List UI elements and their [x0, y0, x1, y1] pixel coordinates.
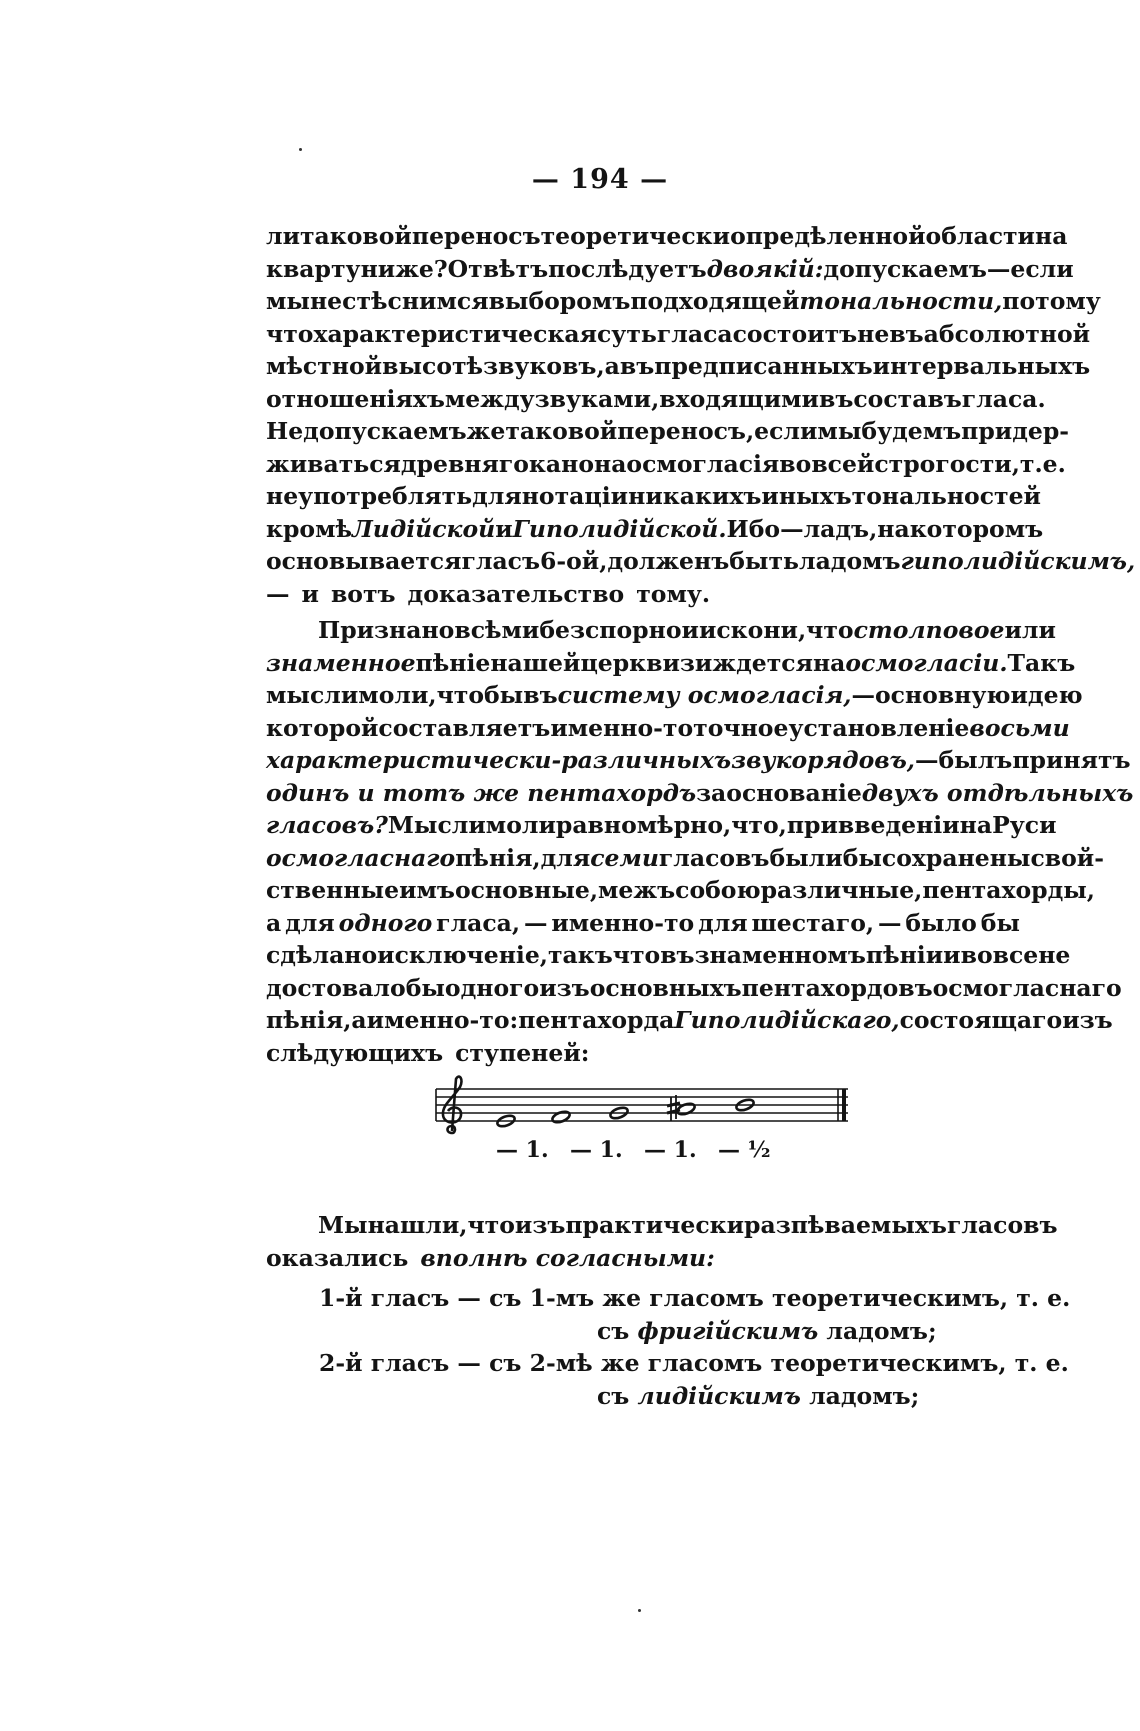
word: не: [857, 319, 890, 348]
italic-word: осмогласнаго: [266, 843, 456, 872]
word: на: [812, 648, 846, 677]
word: на: [959, 811, 993, 839]
interval-label: — ½: [718, 1137, 771, 1163]
paragraph-1: [266, 220, 1136, 610]
word: будемъ: [861, 417, 962, 445]
word: гласовъ: [658, 843, 770, 872]
word: входящими: [659, 384, 819, 413]
word: сохранены: [881, 843, 1031, 872]
word: не: [1038, 941, 1071, 969]
word: мы: [817, 417, 862, 445]
text-line: [266, 679, 1083, 712]
word: точное: [693, 713, 789, 742]
list-item-text: 1-й гласъ — съ 1-мъ же гласомъ теоретическимъ, т. е.: [319, 1284, 1071, 1312]
word: были: [769, 843, 843, 872]
word: основные,: [454, 876, 599, 904]
word: имъ: [399, 876, 455, 904]
word: канона: [528, 449, 627, 478]
word: опредѣленной: [730, 222, 926, 250]
interval-label: — 1.: [496, 1137, 549, 1163]
word: составъ: [853, 384, 962, 413]
word: на: [1035, 222, 1068, 250]
word: никакихъ: [628, 482, 762, 510]
word: долженъ: [607, 547, 730, 575]
word: сдѣлано: [266, 941, 378, 969]
word: строгости,: [874, 449, 1020, 478]
word: или: [1004, 616, 1056, 644]
list-item-cont: съ фригійскимъ ладомъ;: [597, 1316, 937, 1345]
italic-word: Гиполидійской.: [512, 514, 727, 543]
word: пѣнія,: [266, 1006, 352, 1034]
word: тональностей: [851, 482, 1041, 510]
word: и: [495, 514, 513, 543]
word: древняго: [400, 449, 529, 478]
text-line: [266, 647, 1076, 680]
word: было: [905, 908, 977, 937]
word: одного: [444, 973, 540, 1002]
text-line: [266, 285, 1101, 318]
page-number: — 194 —: [531, 164, 669, 195]
word: что: [806, 616, 854, 644]
word: для: [698, 908, 748, 937]
word: характеристическая: [313, 319, 597, 348]
word: гласовъ: [946, 1211, 1058, 1239]
text-line: [266, 383, 1046, 416]
word: основывается: [266, 547, 462, 575]
word: межъ: [598, 876, 676, 904]
word: же: [466, 417, 506, 445]
word: пѣніи: [865, 941, 944, 969]
word: и: [681, 616, 699, 644]
word: —: [780, 514, 804, 543]
italic-word: восьми: [969, 713, 1070, 742]
word: подходящей: [630, 287, 800, 315]
word: Мы: [318, 1211, 368, 1239]
word: выборомъ: [488, 287, 631, 315]
italic-word: одного: [338, 908, 433, 937]
word: теоретически: [540, 222, 731, 250]
italic-word: Гиполидійскаго,: [674, 1006, 900, 1034]
text-line: [266, 907, 1020, 940]
word: Ибо: [726, 514, 781, 543]
word: Недопускаемъ: [266, 417, 467, 445]
word: въ: [523, 681, 558, 709]
word: зиждется: [679, 648, 813, 677]
word: таковой: [300, 222, 412, 250]
word: Руси: [992, 811, 1057, 839]
word: суть: [597, 319, 657, 348]
word: гласа,: [436, 908, 521, 937]
word: не: [266, 482, 299, 510]
word: чтобы: [436, 681, 524, 709]
word: составляетъ: [378, 713, 551, 742]
word: допускаемъ: [823, 254, 987, 283]
text-column: [266, 220, 1136, 1412]
word: послѣдуетъ: [548, 254, 707, 283]
paragraph-3: [266, 1209, 1058, 1274]
word: вовсе: [960, 941, 1039, 969]
word: доказательство: [407, 579, 625, 608]
word: въ: [889, 319, 924, 348]
word: изъ: [539, 973, 590, 1002]
list-item-cont: съ лидійскимъ ладомъ;: [597, 1381, 920, 1410]
text-line: [266, 220, 1068, 253]
word: бы: [405, 973, 445, 1002]
text-line: [266, 809, 1057, 842]
text-line: [266, 842, 1104, 875]
word: кромѣ: [266, 514, 353, 543]
word: состоитъ: [732, 319, 858, 348]
word: практически: [565, 1211, 745, 1239]
word: состоящаго: [899, 1006, 1063, 1034]
list-item-text: 2-й гласъ — съ 2-мѣ же гласомъ теоретическимъ, т. е.: [319, 1349, 1069, 1377]
text-line: [266, 712, 1070, 745]
word: употреблять: [298, 482, 473, 510]
word: для: [472, 482, 522, 510]
interval-label: — 1.: [570, 1137, 623, 1163]
word: —: [523, 908, 548, 937]
word: между: [444, 384, 535, 413]
word: Мыслимо: [387, 811, 522, 839]
word: быть: [729, 547, 799, 575]
word: переносъ: [411, 222, 541, 250]
text-line: [266, 777, 1134, 810]
word: живаться: [266, 449, 401, 478]
word: нотаціи: [521, 482, 629, 510]
word: мыслимо: [266, 681, 395, 709]
word: пѣнія,: [455, 843, 541, 872]
word: —: [877, 908, 902, 937]
ink-speck: [638, 1609, 641, 1612]
word: вотъ: [330, 579, 396, 608]
word: для: [540, 843, 591, 872]
word: стѣснимся: [342, 287, 489, 315]
italic-word: столповое: [853, 616, 1005, 644]
text-line: [266, 939, 1071, 972]
text-line: [266, 415, 1070, 448]
word: собою: [675, 876, 761, 904]
word: которой: [266, 713, 379, 742]
word: что,: [731, 811, 787, 839]
italic-word: систему осмогласія,: [557, 681, 852, 709]
word: —: [266, 579, 290, 608]
word: установленіе: [788, 713, 970, 742]
word: не: [309, 287, 343, 315]
interval-label: — 1.: [644, 1137, 697, 1163]
word: интервальныхъ: [872, 352, 1091, 380]
word: звуковъ,: [483, 352, 605, 380]
word: нашей: [490, 648, 581, 677]
text-line: [266, 448, 1066, 481]
word: что: [467, 1211, 515, 1239]
word: принятъ: [1012, 746, 1131, 774]
word: основаніе: [726, 778, 862, 807]
word: ственные: [266, 876, 400, 904]
italic-word: Лидійской: [352, 514, 496, 543]
text-line: [266, 1004, 1113, 1037]
music-example: [266, 1069, 1020, 1209]
text-line: [266, 874, 1095, 907]
word: именно-то: [551, 908, 695, 937]
word: ли: [521, 811, 556, 839]
word: гласа.: [961, 384, 1046, 413]
gloss-list: [266, 1282, 1071, 1412]
word: —: [986, 254, 1011, 283]
word: равномѣрно,: [555, 811, 732, 839]
word: разпѣваемыхъ: [744, 1211, 947, 1239]
word: различные,: [760, 876, 923, 904]
word: ниже?: [360, 254, 448, 283]
word: свой-: [1030, 843, 1104, 872]
text-line: [266, 1242, 1020, 1275]
text-line: [266, 253, 1074, 286]
word: тому.: [636, 579, 711, 608]
word: изъ: [514, 1211, 566, 1239]
word: ладъ,: [803, 514, 878, 543]
word: потому: [1002, 287, 1101, 315]
word: кварту: [266, 254, 361, 283]
word: въ: [660, 941, 695, 969]
word: именно-то:: [366, 1006, 519, 1034]
word: ли,: [394, 681, 437, 709]
word: е.: [1042, 449, 1066, 478]
text-line: [266, 1037, 1020, 1070]
word: достовало: [266, 973, 406, 1002]
word: абсолютной: [923, 319, 1091, 348]
word: высотѣ: [382, 352, 484, 380]
italic-word: знаменное: [266, 648, 416, 677]
text-line: [266, 318, 1091, 351]
italic-word: гласовъ?: [266, 811, 388, 839]
word: въ: [819, 384, 854, 413]
music-staff: [426, 1071, 866, 1181]
word: безспорно: [539, 616, 682, 644]
word: а: [604, 352, 620, 380]
list-item: [266, 1282, 1071, 1315]
word: шестаго,: [751, 908, 875, 937]
italic-word: тональности,: [799, 287, 1003, 315]
word: придер-: [961, 417, 1070, 445]
word: основную: [874, 681, 1011, 709]
word: т.: [1019, 449, 1043, 478]
word: пентахорды,: [922, 876, 1095, 904]
word: церкви: [580, 648, 680, 677]
text-line: [266, 480, 1041, 513]
word: осмогласія: [626, 449, 780, 478]
italic-word: характеристически-различныхъ: [266, 746, 732, 774]
word: а: [266, 908, 282, 937]
word: переносъ,: [617, 417, 755, 445]
word: ступеней:: [455, 1038, 590, 1067]
word: пѣніе: [415, 648, 491, 677]
word: бы: [980, 908, 1020, 937]
word: введеніи: [837, 811, 960, 839]
word: въ: [619, 352, 655, 380]
text-line: [266, 744, 1131, 777]
word: а: [351, 1006, 367, 1034]
paragraph-2: [266, 614, 1134, 1069]
word: пентахордовъ: [741, 973, 933, 1002]
text-line: [266, 614, 1056, 647]
word: оказались: [266, 1243, 409, 1272]
word: области: [925, 222, 1035, 250]
word: —: [851, 681, 875, 709]
word: знаменномъ: [694, 941, 866, 969]
word: за: [696, 778, 727, 807]
word: основныхъ: [589, 973, 742, 1002]
word: —: [915, 746, 939, 774]
word: если: [1010, 254, 1074, 283]
word: идею: [1010, 681, 1083, 709]
text-line: [266, 513, 1044, 546]
word: Отвѣтъ: [447, 254, 549, 283]
word: гласъ: [461, 547, 541, 575]
italic-word: семи: [590, 843, 659, 872]
word: исключеніе,: [377, 941, 548, 969]
word: для: [285, 908, 335, 937]
italic-word: вполнѣ согласными:: [420, 1243, 715, 1272]
text-line: [266, 545, 1136, 578]
italic-word: двоякій:: [706, 254, 824, 283]
list-item: [266, 1347, 1069, 1380]
word: таковой: [505, 417, 618, 445]
text-line: [266, 578, 1020, 611]
whole-note: [551, 1110, 571, 1125]
word: такъ: [547, 941, 613, 969]
text-line: [266, 350, 1091, 383]
word: что: [266, 319, 314, 348]
text-line: [266, 972, 1122, 1005]
word: и: [301, 579, 319, 608]
word: именно-то: [550, 713, 694, 742]
word: мы: [266, 287, 310, 315]
word: бы: [842, 843, 882, 872]
word: 6-ой,: [540, 547, 608, 575]
italic-word: двухъ отдѣльныхъ: [861, 778, 1134, 807]
text-line: [266, 1209, 1058, 1242]
word: всей: [811, 449, 875, 478]
italic-word: осмогласіи.: [845, 648, 1008, 677]
word: если: [754, 417, 818, 445]
word: былъ: [938, 746, 1013, 774]
word: осмогласнаго: [932, 973, 1122, 1002]
word: иныхъ: [761, 482, 852, 510]
italic-word: одинъ и тотъ же пентахордъ: [266, 778, 697, 807]
word: предписанныхъ: [654, 352, 873, 380]
word: во: [779, 449, 812, 478]
word: нашли,: [367, 1211, 468, 1239]
word: слѣдующихъ: [266, 1038, 444, 1067]
word: Признано: [318, 616, 455, 644]
word: всѣми: [454, 616, 540, 644]
word: мѣстной: [266, 352, 383, 380]
italic-word: звукорядовъ,: [731, 746, 915, 774]
word: на: [877, 514, 910, 543]
word: при: [786, 811, 838, 839]
word: изъ: [1062, 1006, 1113, 1034]
italic-word: гиполидійскимъ,: [900, 547, 1136, 575]
word: которомъ: [909, 514, 1044, 543]
word: ладомъ: [799, 547, 901, 575]
ink-speck: [299, 148, 302, 151]
word: отношеніяхъ: [266, 384, 445, 413]
word: искони,: [698, 616, 807, 644]
mode-name: фригійскимъ: [637, 1316, 819, 1345]
word: и: [943, 941, 961, 969]
word: что: [612, 941, 661, 969]
word: Такъ: [1007, 648, 1076, 677]
word: ли: [266, 222, 300, 250]
word: звуками,: [534, 384, 660, 413]
word: пентахорда: [518, 1006, 675, 1034]
word: гласа: [656, 319, 733, 348]
mode-name: лидійскимъ: [637, 1381, 801, 1410]
